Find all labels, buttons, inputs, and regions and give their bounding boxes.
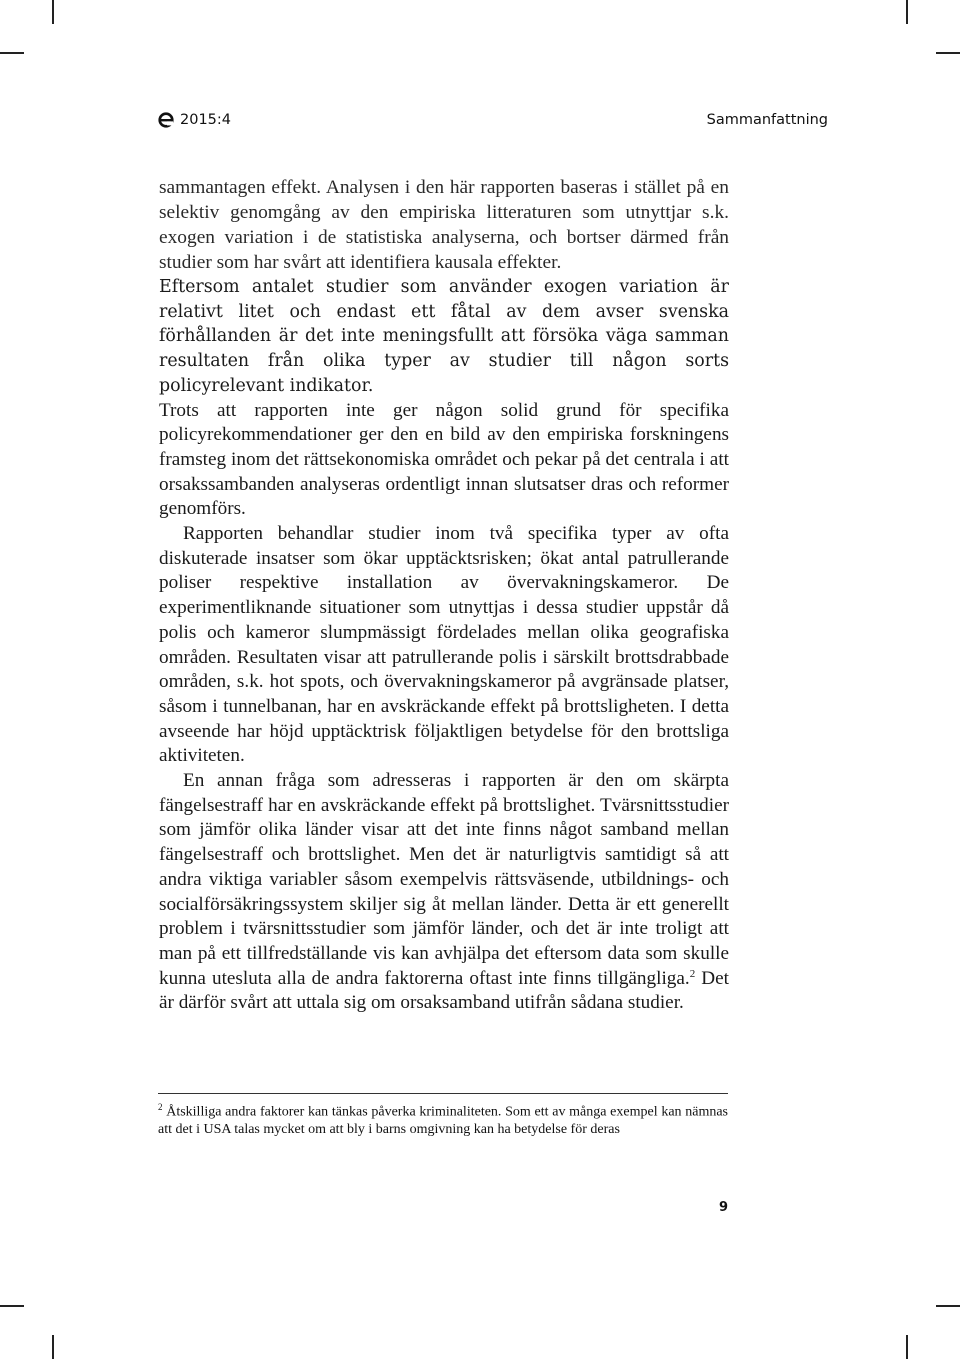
- paragraph: sammantagen effekt. Analysen i den här rapporten baseras i stället på en selektiv genomgång av den empiriska litteraturen som utnyttjar s.k. exogen variation i de statistiska analyserna, och bortser därmed från studier som har svårt att identifiera kausala effekter.: [159, 177, 729, 273]
- body-text: [159, 175, 729, 1016]
- crop-mark: [52, 0, 54, 24]
- footnote-number: 2: [158, 1102, 163, 1112]
- e-logo-icon: [158, 112, 174, 128]
- crop-mark: [906, 1335, 908, 1359]
- footnote-reference[interactable]: 2: [689, 967, 696, 980]
- page-number: 9: [718, 1200, 728, 1215]
- crop-mark: [936, 1305, 960, 1307]
- crop-mark: [936, 52, 960, 54]
- header-left: [158, 112, 231, 128]
- paragraph-text: Det är därför svårt att uttala sig om orsaksamband utifrån sådana studier.: [159, 967, 729, 1014]
- section-title: Sammanfattning: [706, 112, 828, 128]
- paragraph: Eftersom antalet studier som använder exogen variation är relativt litet och endast ett fåtal av dem avser svenska förhållanden är det inte meningsfullt att försöka väga samman resultaten från olika typer av studier till någon sorts policyrelevant indikator.: [159, 277, 729, 396]
- paragraph-text: En annan fråga som adresseras i rapporten är den om skärpta fängelsestraff har en avskräckande effekt på brottslighet. Tvärsnittsstudier som jämför olika länder visar att det inte finns något samband mellan fängelsestraff och brottslighet. Men det är naturligtvis samtidigt så att andra viktiga variabler såsom exempelvis rättsväsende, utbildnings- och socialförsäkringssystem skiljer sig åt mellan länder. Detta är ett generellt problem i tvärsnittsstudier som jämför länder, och det är inte troligt att man på ett tillfredställande vis kan avhjälpa det eftersom data som skulle kunna utesluta alla de andra faktorerna oftast inte finns tillgängliga.: [159, 770, 729, 989]
- crop-mark: [906, 0, 908, 24]
- footnote-rule: [158, 1093, 728, 1094]
- paragraph: [159, 769, 729, 1016]
- running-header: [158, 112, 828, 136]
- paragraph: Trots att rapporten inte ger någon solid grund för specifika policyrekommendationer ger den en bild av den empiriska forskningens framsteg inom det rättsekonomiska området och pekar på det centrala i att orsakssambanden analyseras ordentligt innan slutsatser dras och reformer genomförs.: [159, 399, 729, 520]
- crop-mark: [52, 1335, 54, 1359]
- issue-number: 2015:4: [180, 112, 232, 128]
- footnote: [158, 1099, 728, 1138]
- crop-mark: [0, 1305, 24, 1307]
- paragraph: Rapporten behandlar studier inom två specifika typer av ofta diskuterade insatser som ökar upptäcktsrisken; ökat antal patrullerande poliser respektive installation av övervakningskameror. De experimentliknande situationer som utnyttjas i dessa studier uppstår då polis och kameror slumpmässigt fördelades mellan olika geografiska områden. Resultaten visar att patrullerande polis i särskilt brottsdrabbade områden, s.k. hot spots, och övervakningskameror på avgränsade platser, såsom i tunnelbanan, har en avskräckande effekt på brottsligheten. I detta avseende har höjd upptäcktrisk följaktligen betydelse för den brottsliga aktiviteten.: [159, 523, 729, 767]
- footnote-text: Åtskilliga andra faktorer kan tänkas påverka kriminaliteten. Som ett av många exempel kan nämnas att det i USA talas mycket om att bly i barns omgivning kan ha betydelse för deras: [158, 1104, 729, 1137]
- crop-mark: [0, 52, 24, 54]
